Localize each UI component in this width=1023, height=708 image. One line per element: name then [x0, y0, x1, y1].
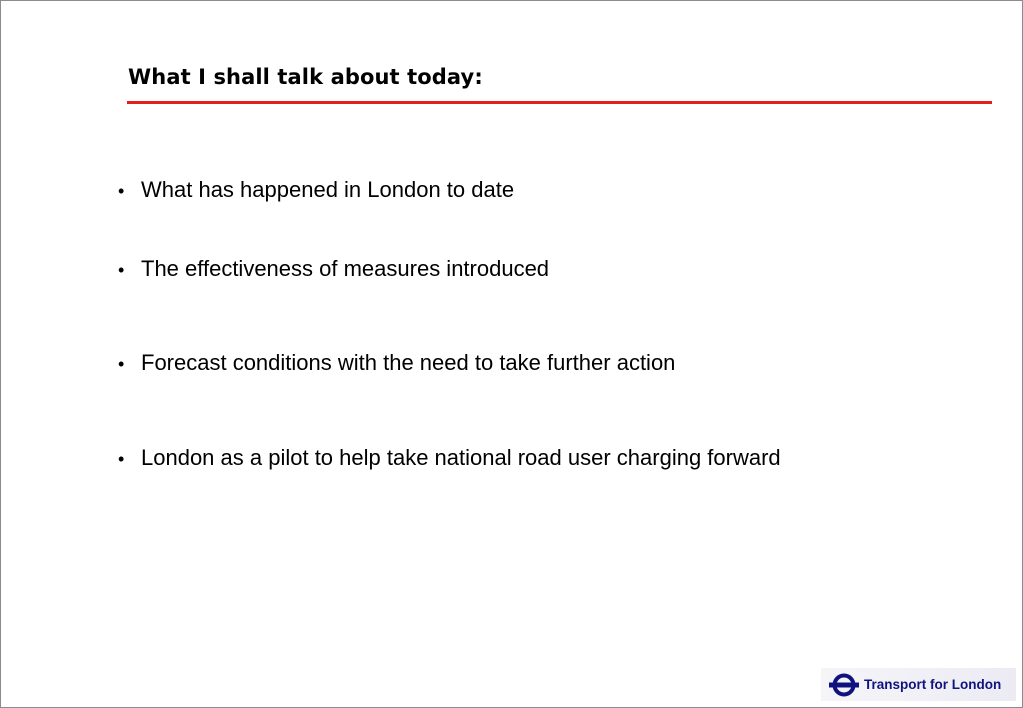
bullet-text: Forecast conditions with the need to take further action	[141, 350, 676, 375]
bullet-item	[118, 177, 514, 203]
bullet-glyph: •	[118, 181, 125, 201]
logo-text: Transport for London	[864, 677, 1002, 692]
bullet-text: What has happened in London to date	[141, 177, 515, 202]
bullet-item	[118, 350, 675, 376]
roundel-icon	[828, 672, 860, 698]
bullet-text: The effectiveness of measures introduced	[141, 256, 550, 281]
bullet-item	[118, 256, 549, 282]
bullet-glyph: •	[118, 260, 125, 280]
bullet-glyph: •	[118, 449, 125, 469]
bullet-glyph: •	[118, 354, 125, 374]
title-underline	[127, 101, 992, 104]
tfl-logo	[821, 668, 1016, 701]
bullet-item	[118, 445, 781, 471]
slide-title: What I shall talk about today:	[128, 65, 483, 89]
bullet-text: London as a pilot to help take national road user charging forward	[141, 445, 781, 470]
